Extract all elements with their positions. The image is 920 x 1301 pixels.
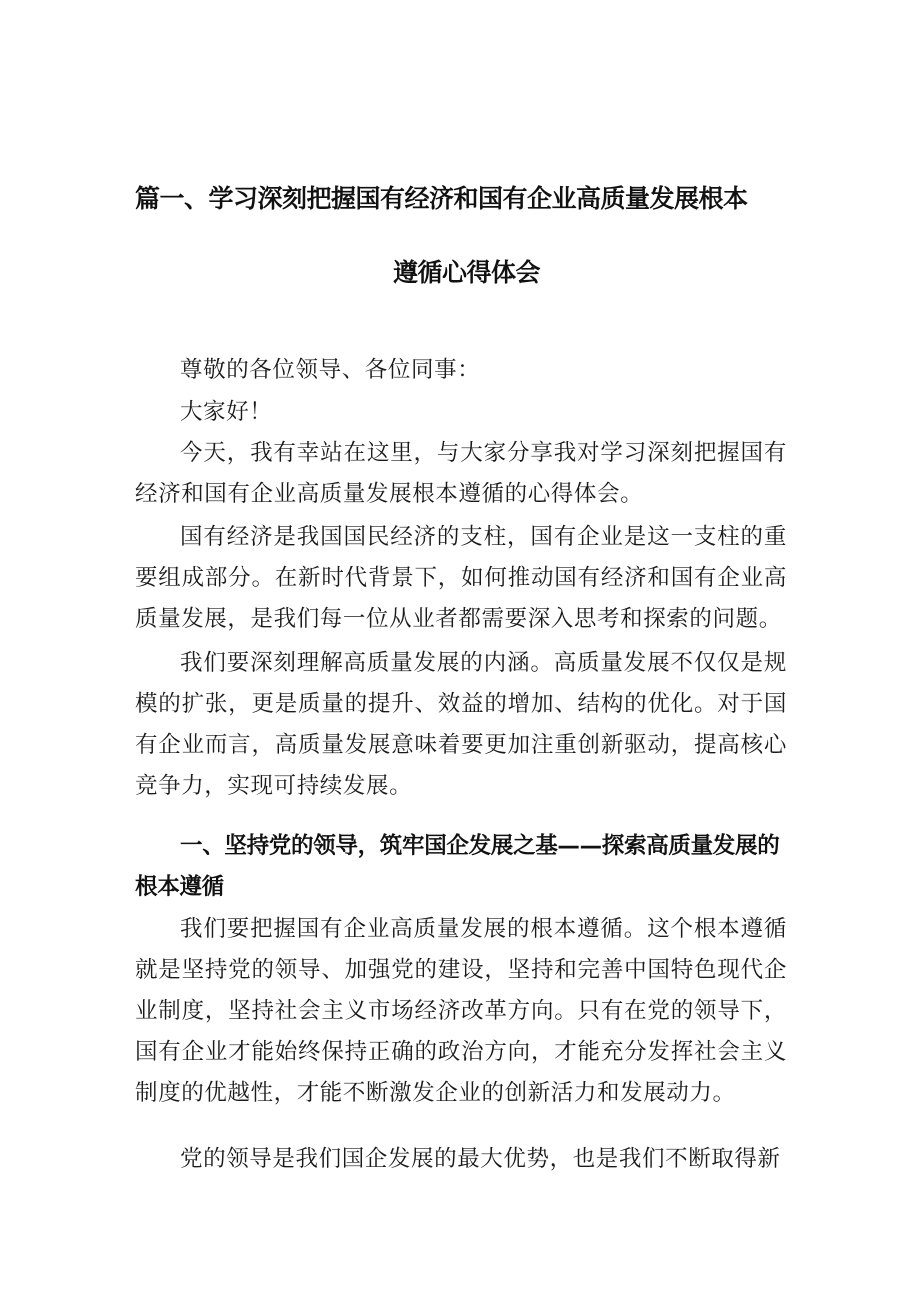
paragraph-leadership: 党的领导是我们国企发展的最大优势，也是我们不断取得新 <box>180 1146 781 1172</box>
greeting: 大家好！ <box>180 399 273 425</box>
section-heading-1: 一、坚持党的领导，筑牢国企发展之基——探索高质量发展的根本遵循 <box>135 833 780 900</box>
salutation: 尊敬的各位领导、各位同事： <box>180 357 481 383</box>
paragraph-meaning: 我们要深刻理解高质量发展的内涵。高质量发展不仅仅是规模的扩张，更是质量的提升、效益的增加、结构的优化。对于国有企业而言，高质量发展意味着要更加注重创新驱动，提高核心竞争力，实现可持续发展。 <box>135 650 787 799</box>
document-title-line-1: 篇一、学习深刻把握国有经济和国有企业高质量发展根本 <box>135 184 748 213</box>
paragraph-state-economy: 国有经济是我国国民经济的支柱，国有企业是这一支柱的重要组成部分。在新时代背景下，如何推动国有经济和国有企业高质量发展，是我们每一位从业者都需要深入思考和探索的问题。 <box>135 524 787 632</box>
paragraph-grasp: 我们要把握国有企业高质量发展的根本遵循。这个根本遵循就是坚持党的领导、加强党的建设，坚持和完善中国特色现代企业制度，坚持社会主义市场经济改革方向。只有在党的领导下，国有企业才能始终保持正确的政治方向，才能充分发挥社会主义制度的优越性，才能不断激发企业的创新活力和发展动力。 <box>135 916 787 1106</box>
paragraph-intro: 今天，我有幸站在这里，与大家分享我对学习深刻把握国有经济和国有企业高质量发展根本遵循的心得体会。 <box>135 440 787 507</box>
document-title-line-2: 遵循心得体会 <box>393 258 541 287</box>
